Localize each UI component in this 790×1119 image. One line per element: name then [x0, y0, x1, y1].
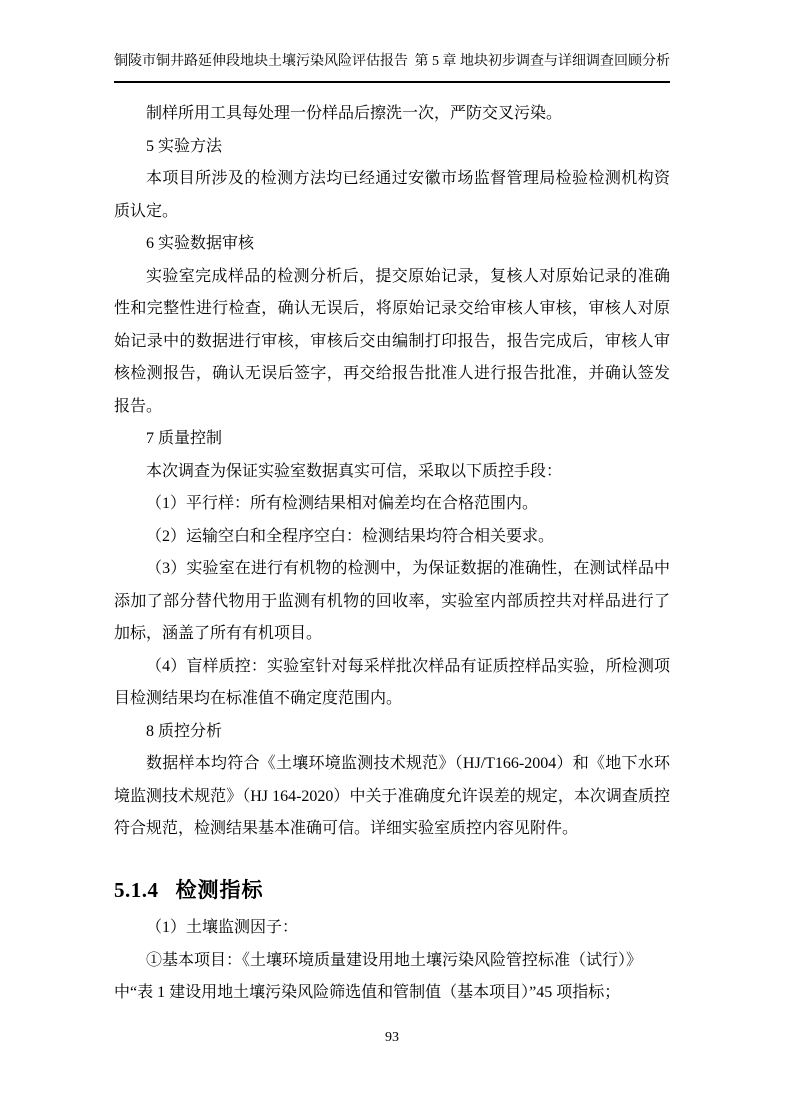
section-heading: [114, 874, 670, 908]
header-divider: [114, 81, 670, 83]
page-footer: [114, 1031, 670, 1045]
paragraph-line: 中“表 1 建设用地土壤污染风险筛选值和管制值（基本项目）”45 项指标；: [114, 984, 621, 1001]
paragraph-sample-tools: 制样所用工具每处理一份样品后擦洗一次，严防交叉污染。: [146, 105, 563, 122]
header-report-title: 铜陵市铜井路延伸段地块土壤污染风险评估报告: [114, 54, 408, 69]
paragraph-data-review-process: 实验室完成样品的检测分析后，提交原始记录，复核人对原始记录的准确性和完整性进行检查，确认无误后，将原始记录交给审核人审核，审核人对原始记录中的数据进行审核，审核后交由编制打印报告，报告完成后，审核人审核检测报告，确认无误后签字，再交给报告批准人进行报告批准，并确认签发报告。: [114, 267, 670, 415]
paragraph-qc-analysis: 数据样本均符合《土壤环境监测技术规范》（HJ/T166-2004）和《地下水环境监测技术规范》（HJ 164-2020）中关于准确度允许误差的规定，本次调查质控符合规范，检测结果基本准确可信。详细实验室质控内容见附件。: [114, 755, 670, 837]
paragraph-method-accreditation: 本项目所涉及的检测方法均已经通过安徽市场监督管理局检验检测机构资质认定。: [114, 170, 670, 220]
paragraph-qc-item-3: （3）实验室在进行有机物的检测中，为保证数据的准确性，在测试样品中添加了部分替代物用于监测有机物的回收率，实验室内部质控共对样品进行了加标，涵盖了所有有机项目。: [114, 560, 670, 642]
list-heading-5-experiment-method: 5 实验方法: [146, 137, 223, 155]
list-heading-7-quality-control: 7 质量控制: [146, 430, 223, 447]
paragraph-qc-item-2: （2）运输空白和全程序空白：检测结果均符合相关要求。: [146, 527, 555, 545]
section-title: 检测指标: [175, 878, 264, 902]
document-body: [114, 98, 670, 1010]
paragraph-qc-item-4: （4）盲样质控：实验室针对每采样批次样品有证质控样品实验，所检测项目检测结果均在标准值不确定度范围内。: [114, 657, 670, 707]
list-heading-8-qc-analysis: 8 质控分析: [146, 722, 223, 740]
paragraph-soil-monitor-factors: （1）土壤监测因子：: [146, 919, 299, 936]
section-number: 5.1.4: [114, 877, 159, 902]
header-chapter-title: 第 5 章 地块初步调查与详细调查回顾分析: [414, 54, 670, 69]
paragraph-qc-item-1: （1）平行样：所有检测结果相对偏差均在合格范围内。: [146, 495, 539, 512]
page-number: 93: [385, 1030, 399, 1045]
paragraph-qc-intro: 本次调查为保证实验室数据真实可信，采取以下质控手段：: [146, 462, 563, 480]
list-heading-6-data-review: 6 实验数据审核: [146, 235, 255, 252]
page-header: [114, 0, 670, 69]
paragraph-line: ①基本项目：《土壤环境质量建设用地土壤污染风险管控标准（试行）》: [146, 951, 643, 969]
paragraph-basic-items: [114, 945, 670, 1010]
